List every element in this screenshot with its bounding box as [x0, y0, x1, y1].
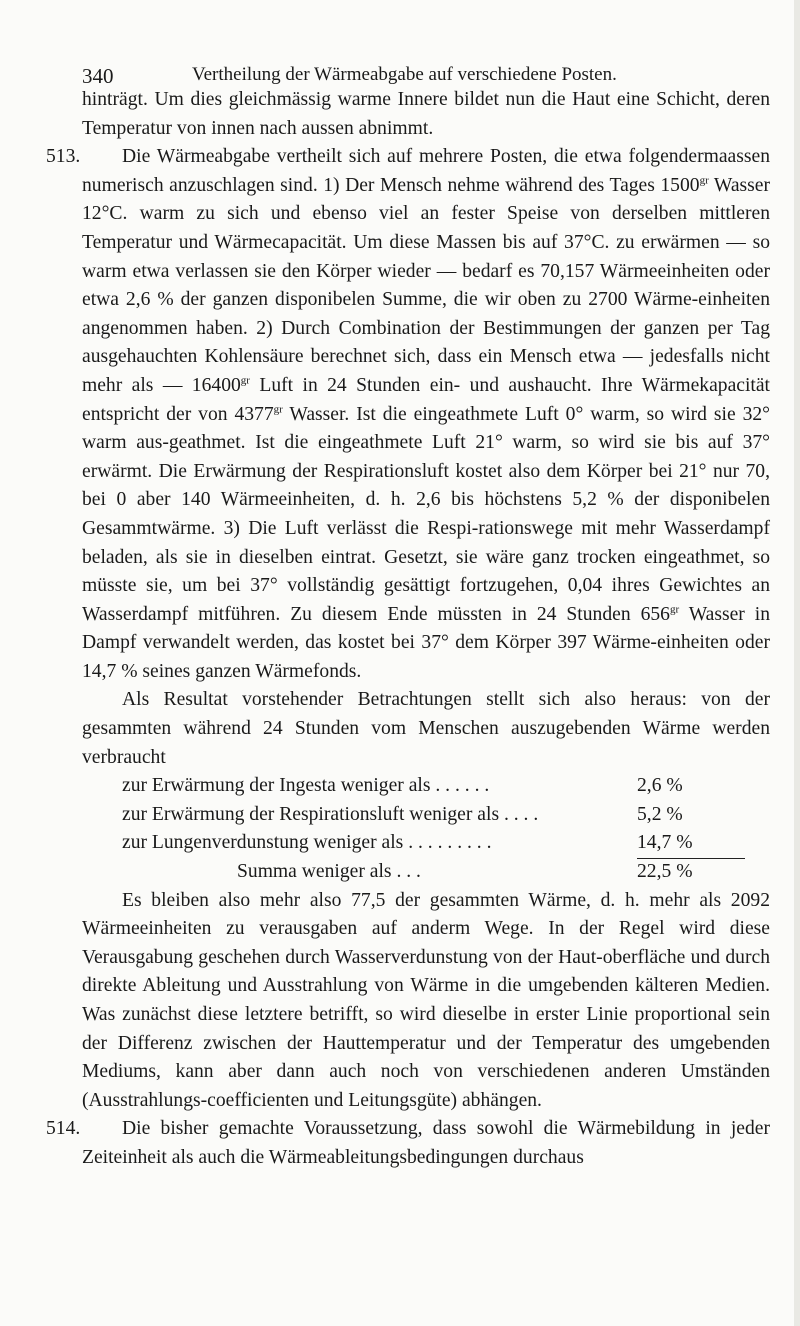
paragraph-1: hinträgt. Um dies gleichmässig warme Innere bildet nun die Haut eine Schicht, deren Temperatur von innen nach aussen abnimmt. — [82, 89, 770, 139]
paragraph-result: Als Resultat vorstehender Betrachtungen stellt sich also heraus: von der gesammten während 24 Stunden vom Menschen auszugebenden Wärme werden verbraucht — [82, 689, 770, 768]
table-row-label: zur Lungenverdunstung weniger als . . . . . . . . . — [122, 832, 492, 854]
body-text — [46, 86, 770, 1173]
paragraph-remaining: Es bleiben also mehr also 77,5 der gesammten Wärme, d. h. mehr als 2092 Wärmeeinheiten zu verausgaben auf anderm Wege. In der Regel wird diese Verausgabung geschehen durch Wasserverdunstung von der Haut-oberfläche und durch direkte Ableitung und Ausstrahlung von Wärme in die umgebenden kälteren Medien. Was zunächst diese letztere betrifft, so wird dieselbe in erster Linie proportional sein der Differenz zwischen der Hauttemperatur und der Temperatur des umgebenden Mediums, kann aber dann auch noch von verschiedenen anderen Umständen (Ausstrahlungs-coefficienten und Leitungsgüte) abhängen. — [82, 889, 770, 1111]
section-513 — [46, 143, 770, 686]
table-sum-row — [82, 858, 770, 887]
table-row — [82, 829, 770, 858]
section-513-text-c: Luft in 24 Stunden ein- und aushaucht. Ihre Wärmekapacität entspricht der von 4377 — [82, 374, 770, 425]
page-edge — [794, 0, 800, 1326]
unit-gr: gr — [699, 174, 709, 187]
page-number: 340 — [82, 64, 114, 88]
table-row-label: zur Erwärmung der Ingesta weniger als . . . . . . — [122, 775, 490, 797]
section-514-text: Die bisher gemachte Voraussetzung, dass sowohl die Wärmebildung in jeder Zeiteinheit als auch die Wärmeableitungsbedingungen durchaus — [82, 1118, 770, 1168]
section-514 — [46, 1115, 770, 1172]
heat-budget-table — [82, 772, 770, 886]
section-number-514: 514. — [46, 1118, 81, 1140]
table-row-label: zur Erwärmung der Respirationsluft weniger als . . . . — [122, 803, 539, 825]
table-row-value: 14,7 % — [637, 832, 693, 854]
section-513-text-a: Die Wärmeabgabe vertheilt sich auf mehrere Posten, die etwa folgendermaassen numerisch anzuschlagen sind. 1) Der Mensch nehme während des Tages 1500 — [82, 146, 770, 196]
table-row — [82, 801, 770, 830]
unit-gr: gr — [669, 603, 680, 616]
table-row-value: 2,6 % — [637, 775, 683, 797]
section-513-text-e: Wasser in Dampf verwandelt werden, das kostet bei 37° dem Körper 397 Wärme-einheiten oder 14,7 % seines ganzen Wärmefonds. — [82, 603, 770, 682]
unit-gr: gr — [273, 403, 283, 415]
running-title: Vertheilung der Wärmeabgabe auf verschiedene Posten. — [192, 64, 617, 85]
table-row-value: 5,2 % — [637, 803, 683, 825]
table-sum-label: Summa weniger als . . . — [237, 861, 421, 883]
section-513-text-b: Wasser 12°C. warm zu sich und ebenso viel an fester Speise von derselben mittleren Temperatur und Wärmecapacität. Um diese Massen bis auf 37°C. zu erwärmen — so warm etwa verlassen sie den Körper wieder — bedarf es 70,157 Wärmeeinheiten oder etwa 2,6 % der ganzen disponibelen Summe, die wir oben zu 2700 Wärme-einheiten angenommen haben. 2) Durch Combination der Bestimmungen der ganzen per Tag ausgehauchten Kohlensäure berechnet sich, dass ein Mensch etwa — jedesfalls nicht mehr als — 16400 — [82, 174, 770, 396]
table-sum-value: 22,5 % — [637, 861, 693, 883]
section-513-text-d: Wasser. Ist die eingeathmete Luft 0° warm, so wird sie 32° warm aus-geathmet. Ist die eingeathmete Luft 21° warm, so wird sie bis auf 37° erwärmt. Die Erwärmung der Respirationsluft kostet also dem Körper bei 21° nur 70, bei 0 aber 140 Wärmeeinheiten, d. h. 2,6 bis höchstens 5,2 % der disponibelen Gesammtwärme. 3) Die Luft verlässt die Respi-rationswege mit mehr Wasserdampf beladen, als sie in dieselben eintrat. Gesetzt, sie wäre ganz trocken eingeathmet, so müsste sie, um bei 37° vollständig gesättigt fortzugehen, 0,04 ihres Gewichtes an Wasserdampf mitführen. Zu diesem Ende müssten in 24 Stunden 656 — [82, 403, 770, 625]
unit-gr: gr — [240, 374, 250, 387]
table-row — [82, 772, 770, 801]
section-number-513: 513. — [46, 146, 81, 168]
